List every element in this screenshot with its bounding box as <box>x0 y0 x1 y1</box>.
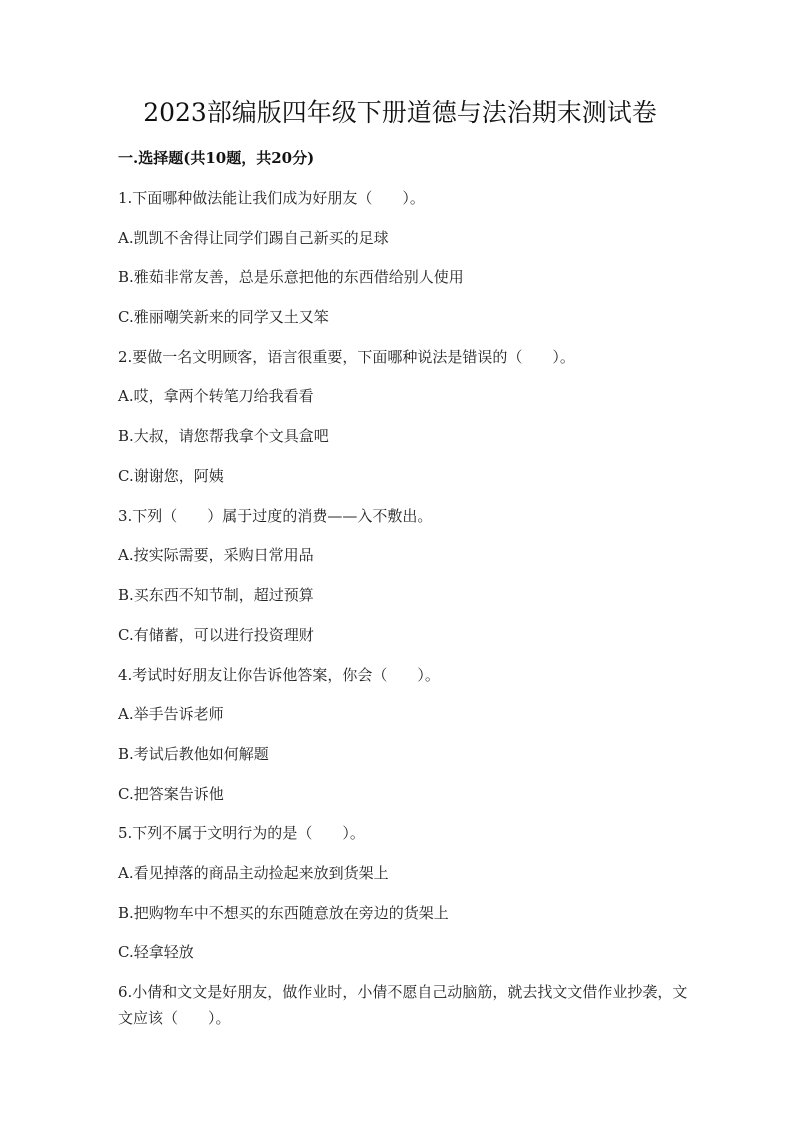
question-stem: 2.要做一名文明顾客，语言很重要，下面哪种说法是错误的（ ）。 <box>118 348 575 366</box>
question-stem: 6.小倩和文文是好朋友，做作业时，小倩不愿自己动脑筋，就去找文文借作业抄袭，文文应该（ ）。 <box>118 983 688 1027</box>
answer-option: C.雅丽嘲笑新来的同学又土又笨 <box>118 308 329 326</box>
question-stem: 4.考试时好朋友让你告诉他答案，你会（ ）。 <box>118 666 440 684</box>
answer-option: A.哎，拿两个转笔刀给我看看 <box>118 387 314 405</box>
answer-option: C.轻拿轻放 <box>118 943 194 961</box>
answer-option: B.把购物车中不想买的东西随意放在旁边的货架上 <box>118 904 449 922</box>
answer-option: C.谢谢您，阿姨 <box>118 467 224 485</box>
question-stem: 1.下面哪种做法能让我们成为好朋友（ ）。 <box>118 189 425 207</box>
answer-option: C.把答案告诉他 <box>118 785 224 803</box>
answer-option: C.有储蓄，可以进行投资理财 <box>118 626 314 644</box>
answer-option: B.大叔，请您帮我拿个文具盒吧 <box>118 427 329 445</box>
answer-option: B.买东西不知节制，超过预算 <box>118 586 314 604</box>
section-heading: 一.选择题(共10题，共20分) <box>118 149 315 167</box>
page-title: 2023部编版四年级下册道德与法治期末测试卷 <box>143 98 657 127</box>
question-stem: 3.下列（ ）属于过度的消费——入不敷出。 <box>118 507 433 525</box>
answer-option: A.凯凯不舍得让同学们踢自己新买的足球 <box>118 229 389 247</box>
answer-option: B.考试后教他如何解题 <box>118 745 269 763</box>
question-stem: 5.下列不属于文明行为的是（ ）。 <box>118 824 365 842</box>
answer-option: A.看见掉落的商品主动捡起来放到货架上 <box>118 864 389 882</box>
answer-option: A.按实际需要，采购日常用品 <box>118 546 314 564</box>
answer-option: B.雅茹非常友善，总是乐意把他的东西借给别人使用 <box>118 268 464 286</box>
answer-option: A.举手告诉老师 <box>118 705 224 723</box>
